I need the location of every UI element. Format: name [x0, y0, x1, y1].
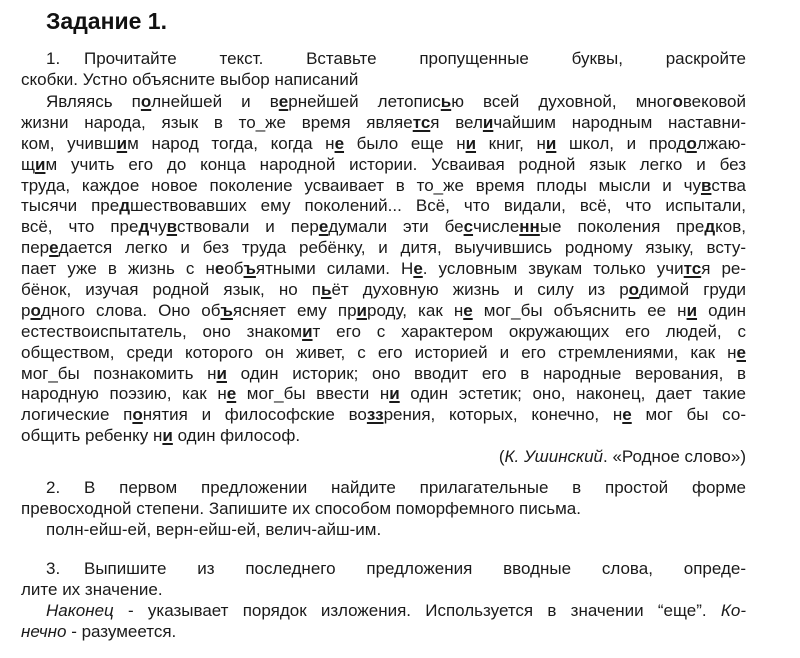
text-line: естествоиспытатель, оно знакомит его с характером окружающих его людей, с — [21, 321, 746, 341]
task-number: 2. — [46, 478, 61, 497]
inserted-letter: е — [622, 405, 632, 425]
italic-text: Ко- — [720, 600, 746, 620]
text-line: родного слова. Оно объясняет ему природу, как не мог_бы объяснить ее ни один — [21, 300, 746, 320]
task-3-line: лите их значение. — [21, 579, 163, 599]
inserted-letter: е — [214, 259, 225, 279]
text-line: народную поэзию, как не мог_бы ввести ни один эстетик; оно, наконец, дает такие — [21, 384, 747, 404]
inserted-letter: и — [545, 133, 557, 153]
inserted-letter: в — [166, 217, 178, 237]
text-line: бёнок, изучая родной язык, но пьёт духовную жизнь и силу из родимой груди — [21, 280, 747, 300]
inserted-letter: о — [672, 92, 683, 111]
text-line: пает уже в жизнь с необъятными силами. Не. условным звукам только учится ре- — [21, 259, 747, 279]
inserted-letter: и — [116, 133, 128, 153]
inserted-letter: ъ — [243, 259, 256, 279]
task-1 — [21, 49, 746, 91]
source-text — [21, 92, 746, 468]
inserted-letter: д — [138, 217, 150, 237]
inserted-letter: д — [119, 196, 131, 216]
italic-text: К. Ушинский — [504, 447, 603, 467]
text-line: логические понятия и философские воззрения, которых, конечно, не мог бы со- — [21, 405, 746, 425]
attribution: (К. Ушинский. «Родное слово») — [498, 447, 746, 467]
inserted-letter: ь — [440, 92, 452, 111]
text-line: передается легко и без труда ребёнку, и дитя, выучившись родному языку, всту- — [21, 238, 746, 258]
page-title: Задание 1. — [46, 8, 167, 34]
task-3 — [21, 559, 746, 643]
text-line: всё, что предчувствовали и передумали эти бесчисленные поколения предков, — [21, 217, 746, 237]
inserted-letter: е — [413, 259, 423, 279]
task-2-line: 2. В первом предложении найдите прилагательные в простой форме — [46, 478, 746, 497]
inserted-letter: е — [49, 238, 59, 258]
inserted-letter: тс — [683, 259, 702, 279]
inserted-letter: о — [30, 300, 41, 320]
task-3-answer-line: Наконец - указывает порядок изложения. Используется в значении “еще”. Ко- — [46, 600, 746, 620]
task-2 — [21, 478, 746, 541]
text-line: мог_бы познакомить ни один историк; оно вводит его в народные верования, в — [21, 363, 746, 383]
text-line: тысячи предшествовавших ему поколений... Всё, что видали, всё, что испытали, — [21, 196, 747, 216]
text-line: жизни народа, язык в то_же время является величайшим народным наставни- — [21, 112, 746, 132]
inserted-letter: е — [736, 342, 746, 362]
italic-text: Наконец — [46, 600, 114, 620]
inserted-letter: д — [704, 217, 716, 237]
inserted-letter: е — [318, 217, 329, 237]
inserted-letter: и — [216, 363, 227, 383]
inserted-letter: е — [334, 133, 345, 153]
text-line: щим учить его до конца народной истории. Усваивая родной язык легко и без — [21, 154, 746, 174]
inserted-letter: и — [686, 300, 698, 320]
inserted-letter: о — [140, 92, 152, 111]
text-line: общить ребенку ни один философ. — [21, 426, 301, 446]
inserted-letter: и — [35, 154, 46, 174]
inserted-letter: и — [162, 426, 173, 446]
inserted-letter: и — [356, 300, 367, 320]
inserted-letter: ь — [321, 280, 332, 300]
task-number: 1. — [46, 49, 61, 68]
inserted-letter: с — [463, 217, 474, 237]
task-2-line: превосходной степени. Запишите их способом поморфемного письма. — [21, 498, 581, 518]
task-1-line: скобки. Устно объясните выбор написаний — [21, 69, 359, 89]
inserted-letter: тс — [412, 112, 431, 132]
inserted-letter: е — [463, 300, 473, 320]
task-1-line: 1. Прочитайте текст. Вставьте пропущенные буквы, раскройте — [46, 49, 746, 68]
task-3-answer-line: нечно - разумеется. — [21, 621, 177, 641]
inserted-letter: в — [700, 175, 712, 195]
text-line: ком, учившим народ тогда, когда не было еще ни книг, ни школ, и продолжаю- — [21, 133, 746, 153]
task-2-answer: полн-ейш-ей, верн-ейш-ей, велич-айш-им. — [46, 519, 382, 539]
text-line: Являясь полнейшей и вернейшей летописью всей духовной, многовековой — [46, 92, 746, 111]
task-3-line: 3. Выпишите из последнего предложения вводные слова, опреде- — [46, 559, 746, 578]
inserted-letter: е — [278, 92, 289, 111]
inserted-letter: и — [302, 321, 313, 341]
inserted-letter: и — [482, 112, 494, 132]
inserted-letter: о — [132, 405, 143, 425]
text-line: обществом, среди которого он живет, с его историей и его стремлениями, как не — [21, 342, 746, 362]
task-number: 3. — [46, 559, 61, 578]
inserted-letter: и — [389, 384, 400, 404]
inserted-letter: о — [686, 133, 697, 153]
inserted-letter: ъ — [220, 300, 233, 320]
text-line: труда, каждое новое поколение усваивает в то_же время плоды мысли и чувства — [21, 175, 746, 195]
inserted-letter: зз — [366, 405, 384, 425]
inserted-letter: и — [465, 133, 477, 153]
inserted-letter: о — [628, 280, 640, 300]
italic-text: нечно — [21, 621, 67, 641]
inserted-letter: е — [226, 384, 237, 404]
inserted-letter: нн — [519, 217, 540, 237]
